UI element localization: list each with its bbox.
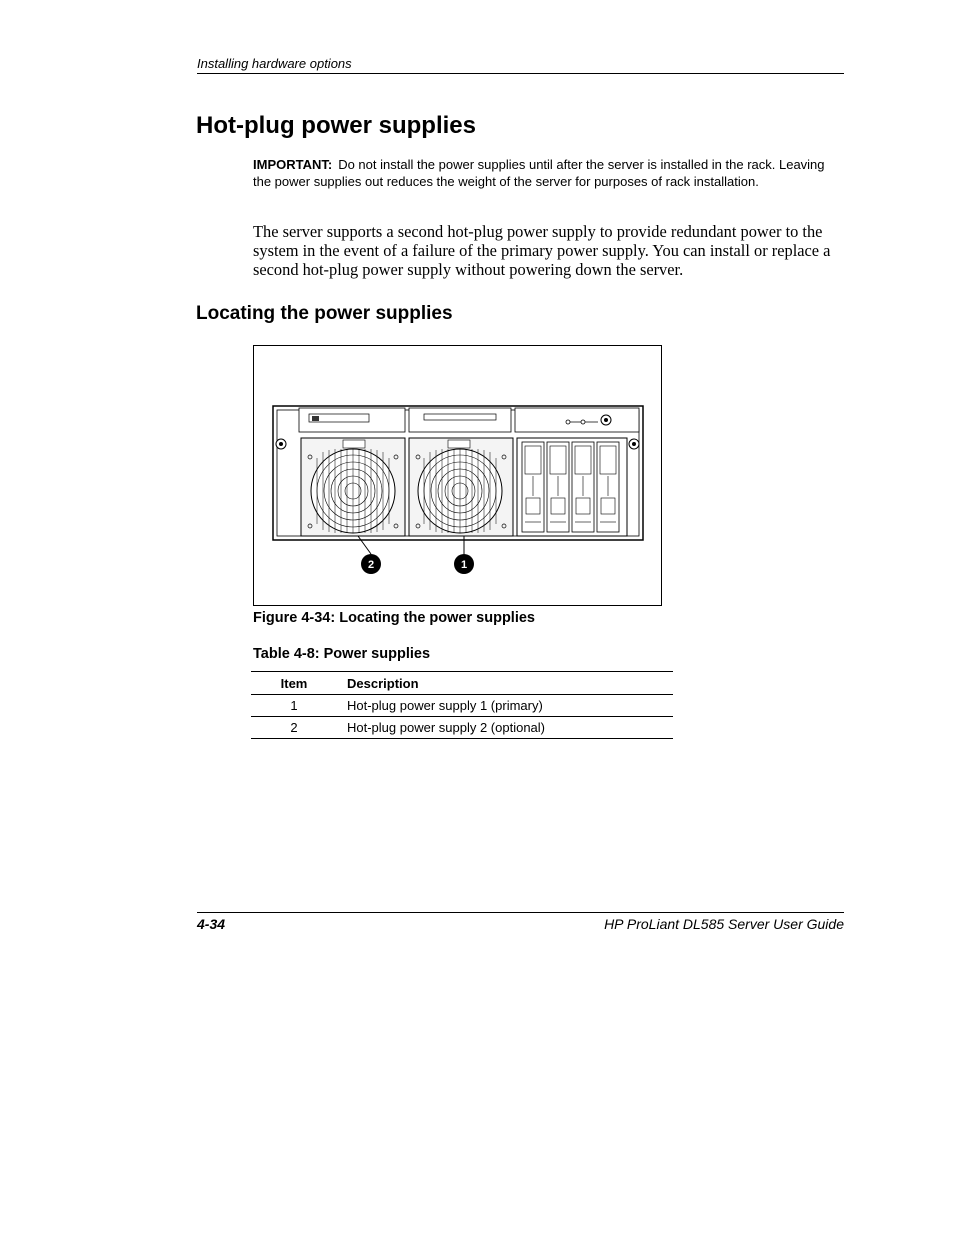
- column-header-description: Description: [337, 672, 673, 695]
- hard-drive-1: [522, 442, 544, 532]
- ps1-handle: [448, 440, 470, 448]
- running-footer: [197, 912, 844, 932]
- important-label: IMPORTANT:: [253, 157, 333, 172]
- body-paragraph: The server supports a second hot-plug power supply to provide redundant power to the system in the event of a failure of the primary power supply. You can install or replace a second hot-plug power supply without powering down the server.: [253, 222, 831, 279]
- ps2-handle: [343, 440, 365, 448]
- running-header: [197, 56, 844, 74]
- ps1-fan-icon: [418, 449, 502, 533]
- ps2-fan-icon: [311, 449, 395, 533]
- table-cell-description: Hot-plug power supply 1 (primary): [337, 695, 673, 717]
- hard-drive-2: [547, 442, 569, 532]
- important-text: Do not install the power supplies until after the server is installed in the rack. Leaving the power supplies out reduces the weight of the server for purposes of rack installation.: [253, 157, 825, 189]
- left-thumbscrew-center: [279, 442, 283, 446]
- table-cell-description: Hot-plug power supply 2 (optional): [337, 717, 673, 739]
- status-led-icon: [566, 420, 570, 424]
- table-cell-item: 2: [251, 717, 337, 739]
- media-led: [312, 416, 319, 421]
- page-title: Hot-plug power supplies: [196, 112, 476, 139]
- hard-drive-4: [597, 442, 619, 532]
- page-number: 4-34: [197, 916, 226, 932]
- figure-caption: Figure 4-34: Locating the power supplies: [253, 610, 535, 626]
- callout-1-label: 1: [460, 559, 468, 571]
- status-led-icon: [581, 420, 585, 424]
- hard-drive-3: [572, 442, 594, 532]
- section-title: Installing hardware options: [197, 56, 352, 71]
- callout-2-label: 2: [367, 559, 375, 571]
- right-thumbscrew-center: [632, 442, 636, 446]
- important-note: [253, 157, 833, 190]
- column-header-item: Item: [251, 672, 337, 695]
- power-button-center: [604, 418, 608, 422]
- table-row: [251, 717, 673, 739]
- table-cell-item: 1: [251, 695, 337, 717]
- control-panel: [515, 408, 639, 432]
- power-supplies-table: [251, 671, 673, 739]
- table-row: [251, 695, 673, 717]
- table-caption: Table 4-8: Power supplies: [253, 646, 431, 662]
- server-front-figure: [253, 345, 662, 606]
- server-illustration: [254, 346, 661, 605]
- guide-title: HP ProLiant DL585 Server User Guide: [604, 916, 844, 932]
- table-header-row: [251, 672, 673, 695]
- diskette-slot: [424, 414, 496, 420]
- section-heading: Locating the power supplies: [196, 303, 453, 324]
